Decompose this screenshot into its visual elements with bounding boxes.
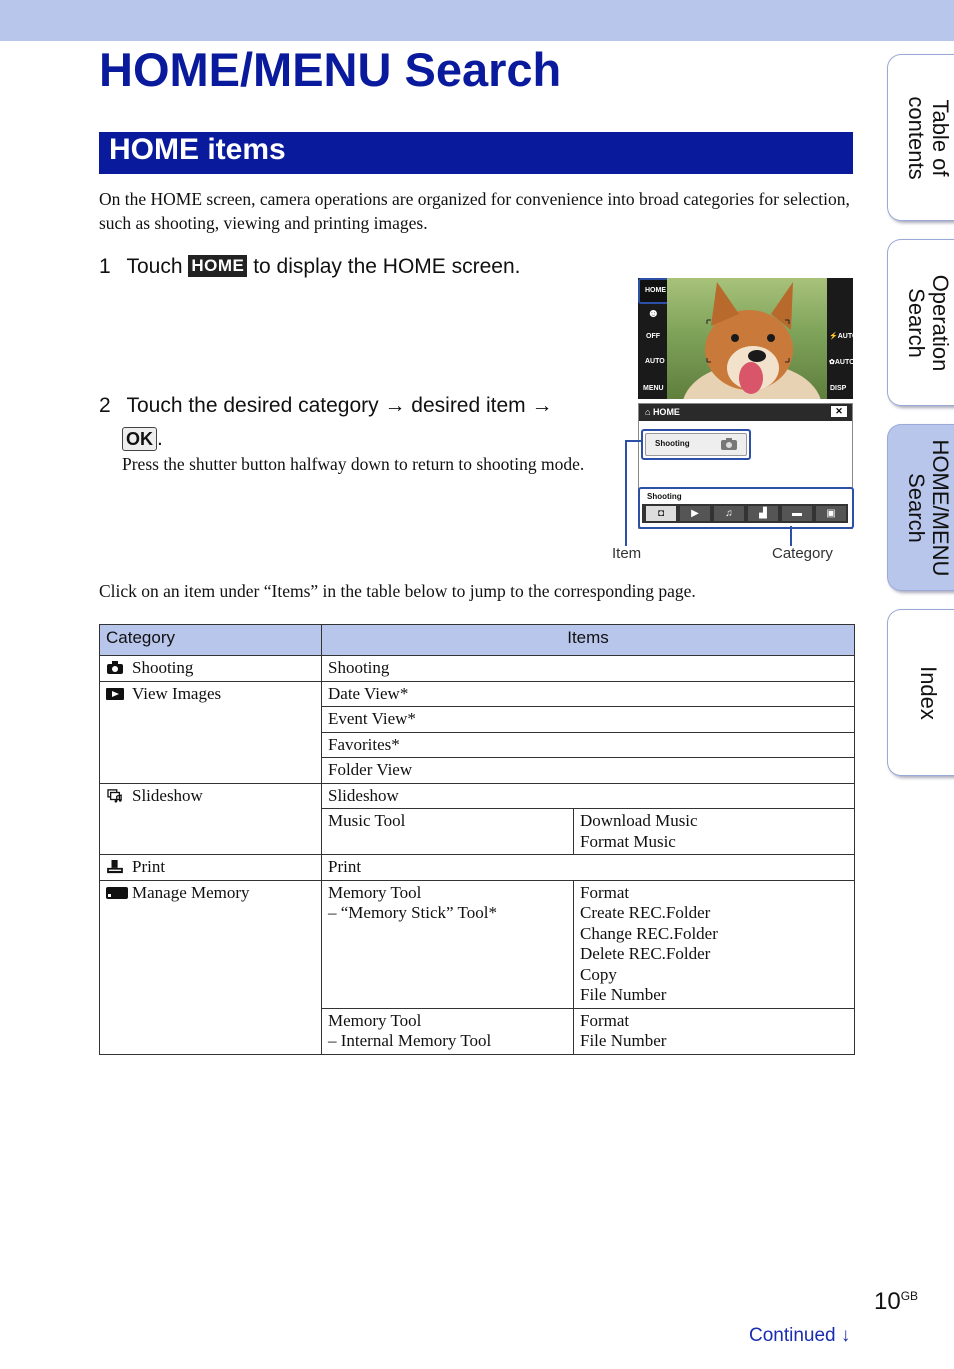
category-print-label: Print <box>132 857 166 876</box>
tab-index[interactable] <box>887 609 954 776</box>
left-icon-strip <box>638 278 667 399</box>
table-row <box>100 656 855 682</box>
item-print-link[interactable]: Print <box>322 855 855 881</box>
category-cell-slideshow <box>100 783 322 855</box>
continued-link[interactable] <box>749 1325 850 1347</box>
category-cell-shooting <box>100 656 322 682</box>
memory-icon: ▬ <box>782 506 812 521</box>
category-callout-label: Category <box>772 545 833 562</box>
toolbox-icon: ▣ <box>816 506 846 521</box>
camera-icon <box>720 437 738 451</box>
item-date-view-link[interactable]: Date View* <box>322 681 855 707</box>
section-heading <box>99 132 853 174</box>
top-banner <box>0 0 954 41</box>
step-2-text: Touch the desired category → desired item → <box>126 394 553 417</box>
home-button: HOME <box>638 278 673 304</box>
tab-table-of-contents-label: Table of contents <box>904 95 953 180</box>
table-row <box>100 783 855 809</box>
item-callout-connector <box>625 440 641 442</box>
step-2-number: 2 <box>99 394 111 417</box>
category-shooting-label: Shooting <box>132 658 194 677</box>
item-shooting <box>645 433 747 456</box>
item-music-tool-link[interactable]: Music Tool <box>322 809 574 855</box>
home-screen-header <box>639 404 852 421</box>
item-memory-stick-tool-link[interactable]: Memory Tool – “Memory Stick” Tool* <box>322 880 574 1008</box>
flash-auto-icon: ⚡AUTO <box>829 333 858 340</box>
home-items-table <box>99 624 855 1055</box>
category-slideshow-label: Slideshow <box>132 785 203 805</box>
table-header-row <box>100 625 855 656</box>
tab-operation-search[interactable] <box>887 239 954 406</box>
item-shooting-link[interactable]: Shooting <box>322 656 855 682</box>
tab-table-of-contents[interactable] <box>887 54 954 221</box>
item-callout-label: Item <box>612 545 642 562</box>
dog-photo <box>667 278 827 399</box>
tab-home-menu-search[interactable] <box>887 424 954 591</box>
camera-shooting-screen <box>638 278 858 399</box>
tab-home-menu-search-label: HOME/MENU Search <box>904 439 953 576</box>
item-callout-line <box>625 440 627 546</box>
table-row <box>100 880 855 1008</box>
continued-label: Continued <box>749 1325 836 1346</box>
play-icon <box>106 687 124 701</box>
macro-auto-icon: ✿AUTO <box>829 359 855 366</box>
tab-operation-search-label: Operation Search <box>904 274 953 371</box>
category-callout-line <box>790 526 792 546</box>
table-row <box>100 855 855 881</box>
section-title: HOME items <box>109 133 286 166</box>
step-1 <box>99 255 520 279</box>
home-button-icon: HOME <box>188 255 247 277</box>
home-screen-title: ⌂ HOME <box>645 407 680 417</box>
category-view-images-label: View Images <box>132 683 222 703</box>
item-event-view-link[interactable]: Event View* <box>322 707 855 733</box>
category-highlight <box>638 487 854 529</box>
page-number-value: 10 <box>874 1288 901 1315</box>
items-header: Items <box>322 625 855 656</box>
scene-auto-icon: AUTO <box>645 358 665 365</box>
disp-label: DISP <box>830 385 847 392</box>
category-manage-memory-label: Manage Memory <box>132 882 250 902</box>
camera-icon <box>106 661 124 675</box>
print-icon <box>106 860 124 874</box>
music-tool-subitems: Download Music Format Music <box>574 809 855 855</box>
step-2 <box>99 394 553 418</box>
item-favorites-link[interactable]: Favorites* <box>322 732 855 758</box>
print-icon: ▟ <box>748 506 778 521</box>
category-tabs <box>642 504 848 523</box>
camera-home-screen <box>638 403 853 529</box>
item-slideshow-link[interactable]: Slideshow <box>322 783 855 809</box>
intro-paragraph: On the HOME screen, camera operations are organized for convenience into broad categories for selection, such as shooting, viewing and printing images. <box>99 189 850 233</box>
item-folder-view-link[interactable]: Folder View <box>322 758 855 784</box>
step-1-number: 1 <box>99 255 111 278</box>
ok-button-icon: OK <box>122 427 157 451</box>
category-header: Category <box>100 625 322 656</box>
menu-label: MENU <box>643 385 664 392</box>
slideshow-icon <box>106 789 124 803</box>
step-2-end: . <box>157 427 163 450</box>
table-row <box>100 681 855 707</box>
category-cell-view-images <box>100 681 322 783</box>
step-2-ok-line <box>122 427 163 451</box>
camera-icon: ◘ <box>646 506 676 521</box>
page-number-suffix: GB <box>900 1289 919 1303</box>
memory-card-icon <box>106 886 128 900</box>
category-cell-print <box>100 855 322 881</box>
slideshow-icon: ♫ <box>714 506 744 521</box>
dog-image <box>667 278 827 399</box>
category-cell-manage-memory <box>100 880 322 1054</box>
item-shooting-label: Shooting <box>655 439 690 448</box>
step-1-text-before: Touch <box>126 255 183 278</box>
step-1-text-after: to display the HOME screen. <box>253 255 521 278</box>
item-highlight <box>641 429 751 460</box>
down-arrow-icon: ↓ <box>840 1325 851 1346</box>
memory-stick-tool-subitems: Format Create REC.Folder Change REC.Folder Delete REC.Folder Copy File Number <box>574 880 855 1008</box>
internal-memory-tool-subitems: Format File Number <box>574 1008 855 1054</box>
face-detect-icon: ☻ <box>647 306 660 320</box>
category-label: Shooting <box>647 492 682 501</box>
smile-off-icon: OFF <box>646 333 660 340</box>
step-2-note: Press the shutter button halfway down to return to shooting mode. <box>122 454 585 474</box>
home-screen-title-text: HOME <box>652 407 680 417</box>
click-note: Click on an item under “Items” in the table below to jump to the corresponding page. <box>99 581 696 601</box>
play-icon: ▶ <box>680 506 710 521</box>
tab-index-label: Index <box>916 665 941 720</box>
right-icon-strip <box>827 278 858 399</box>
page-title: HOME/MENU Search <box>99 43 562 96</box>
page-number <box>874 1288 918 1316</box>
close-icon: ✕ <box>831 406 847 417</box>
item-internal-memory-tool-link[interactable]: Memory Tool – Internal Memory Tool <box>322 1008 574 1054</box>
